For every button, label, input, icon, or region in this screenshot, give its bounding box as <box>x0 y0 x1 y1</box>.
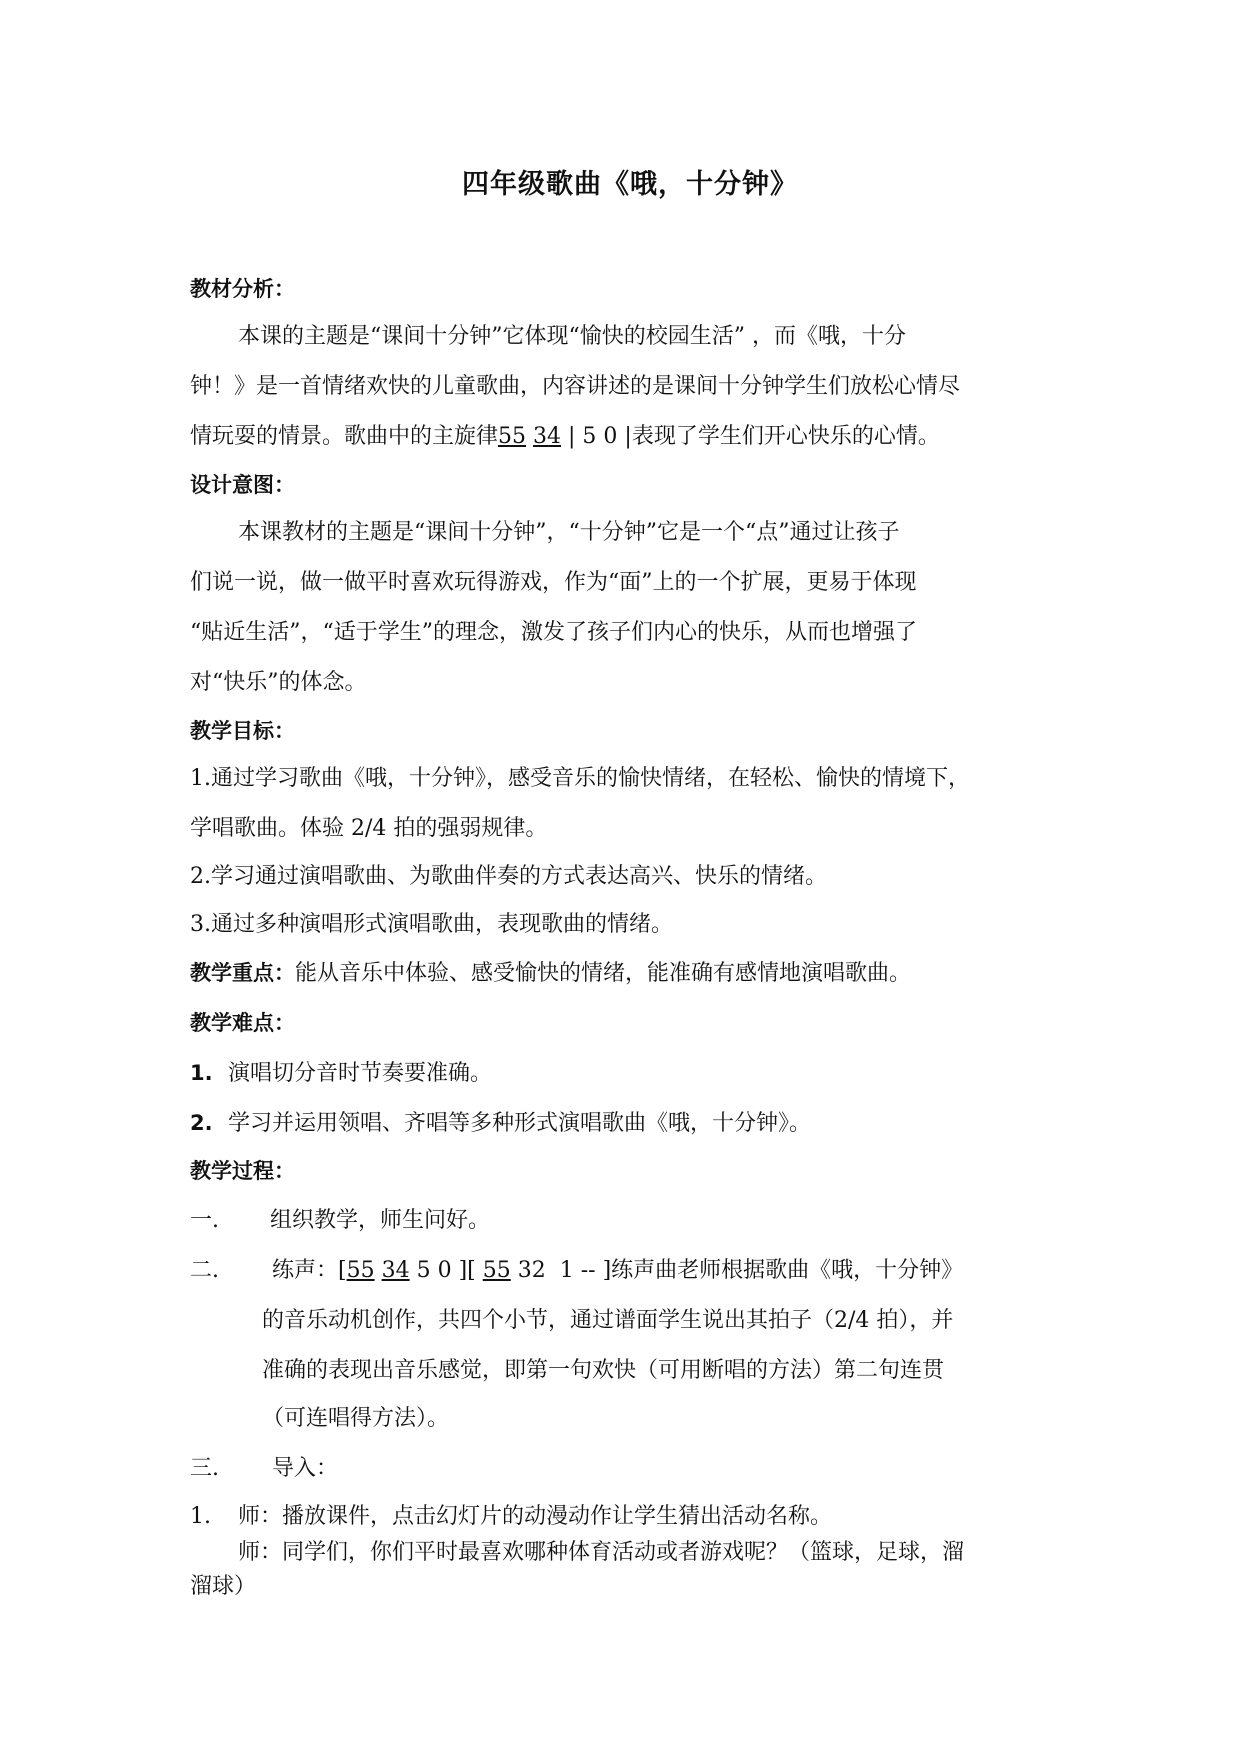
process-step-vocalise <box>190 1256 963 1286</box>
vocalise-notes: 55 <box>482 1258 511 1283</box>
vocalise-notes-text: 1 -- ]练声曲老师根据歌曲《哦，十分钟》 <box>559 1258 964 1283</box>
paragraph-line-melody <box>190 422 940 452</box>
key-point-text: 能从音乐中体验、感受愉快的情绪，能准确有感情地演唱歌曲。 <box>295 961 912 986</box>
melody-notes-b: 34 <box>533 424 562 449</box>
step-text: 导入： <box>272 1456 339 1481</box>
list-number: 2. <box>190 1111 213 1135</box>
list-number: 1. <box>190 1061 213 1085</box>
item-text: 师：播放课件，点击幻灯片的动漫动作让学生猜出活动名称。 <box>238 1504 833 1529</box>
melody-intro-text: 情玩耍的情景。歌曲中的主旋律 <box>190 424 499 449</box>
vocalise-notes: 55 <box>346 1258 375 1283</box>
difficulty-item <box>190 1108 811 1139</box>
vocalise-notes: 5 0 ][ <box>416 1258 476 1283</box>
step-continuation: 的音乐动机创作，共四个小节，通过谱面学生说出其拍子（2/4 拍），并 <box>262 1308 954 1333</box>
goal-line: 2.学习通过演唱歌曲、为歌曲伴奏的方式表达高兴、快乐的情绪。 <box>190 864 827 889</box>
melody-outro-text: 表现了学生们开心快乐的心情。 <box>631 424 940 449</box>
difficulty-text: 学习并运用领唱、齐唱等多种形式演唱歌曲《哦，十分钟》。 <box>228 1111 812 1136</box>
paragraph-line: 对“快乐”的体念。 <box>190 670 367 695</box>
section-heading-difficulties: 教学难点： <box>190 1011 295 1035</box>
vocalise-notes: 34 <box>381 1258 410 1283</box>
paragraph-line: “贴近生活”，“适于学生”的理念，激发了孩子们内心的快乐，从而也增强了 <box>190 620 917 645</box>
section-heading-teaching-process: 教学过程： <box>190 1159 295 1183</box>
goal-line: 学唱歌曲。体验 2/4 拍的强弱规律。 <box>190 816 548 841</box>
paragraph-line: 钟！》是一首情绪欢快的儿童歌曲，内容讲述的是课间十分钟学生们放松心情尽 <box>190 374 961 399</box>
key-point-line <box>190 958 911 989</box>
teacher-line: 溜球） <box>190 1574 257 1599</box>
melody-notes-a: 55 <box>498 424 527 449</box>
paragraph-line: 们说一说，做一做平时喜欢玩得游戏，作为“面”上的一个扩展，更易于体现 <box>190 570 917 595</box>
step-number: 三. <box>190 1456 219 1481</box>
section-heading-key-point: 教学重点： <box>190 961 295 985</box>
step-number: 一. <box>190 1208 219 1233</box>
melody-notes-rest: | 5 0 | <box>568 424 632 449</box>
difficulty-item <box>190 1058 492 1089</box>
section-heading-design-intent: 设计意图： <box>190 473 295 497</box>
process-step <box>190 1206 490 1236</box>
goal-line: 3.通过多种演唱形式演唱歌曲，表现歌曲的情绪。 <box>190 912 673 937</box>
process-step <box>190 1454 338 1484</box>
vocalise-label: 练声：[ <box>272 1258 347 1283</box>
section-heading-material-analysis: 教材分析： <box>190 277 295 301</box>
vocalise-notes: 32 <box>517 1258 546 1283</box>
paragraph-line: 本课教材的主题是“课间十分钟”，“十分钟”它是一个“点”通过让孩子 <box>238 520 900 545</box>
step-number: 二. <box>190 1258 219 1283</box>
goal-line: 1.通过学习歌曲《哦，十分钟》，感受音乐的愉快情绪，在轻松、愉快的情境下， <box>190 766 970 791</box>
section-heading-teaching-goals: 教学目标： <box>190 719 295 743</box>
step-text: 组织教学，师生问好。 <box>270 1208 491 1233</box>
paragraph-line: 本课的主题是“课间十分钟”它体现“愉快的校园生活” ，而《哦，十分 <box>238 324 906 349</box>
difficulty-text: 演唱切分音时节奏要准确。 <box>228 1061 493 1086</box>
list-number: 1. <box>190 1504 211 1529</box>
process-item <box>190 1502 832 1532</box>
document-title: 四年级歌曲《哦，十分钟》 <box>462 169 798 200</box>
teacher-line: 师：同学们，你们平时最喜欢哪种体育活动或者游戏呢？（篮球，足球，溜 <box>238 1540 965 1565</box>
step-continuation: （可连唱得方法）。 <box>262 1406 450 1431</box>
step-continuation: 准确的表现出音乐感觉，即第一句欢快（可用断唱的方法）第二句连贯 <box>262 1358 945 1383</box>
